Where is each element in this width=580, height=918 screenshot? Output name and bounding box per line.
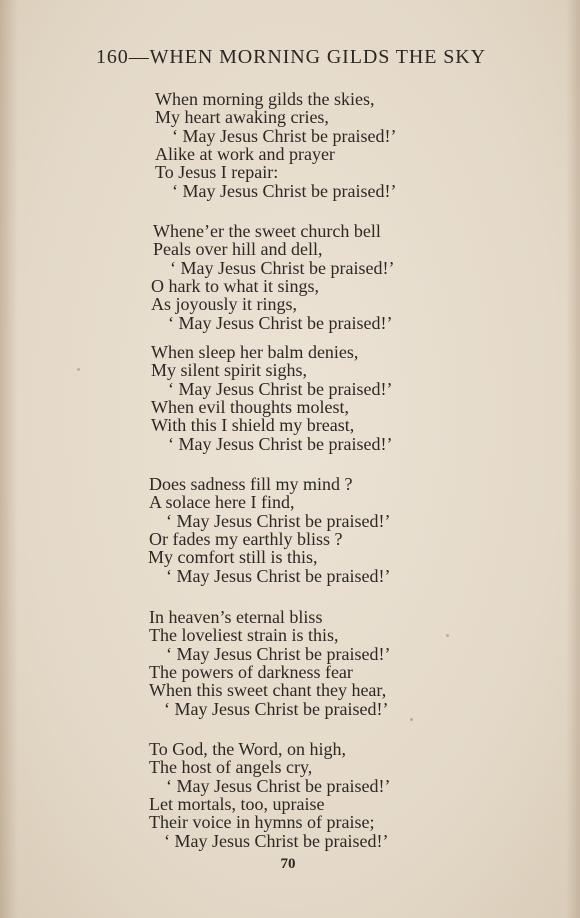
verse-refrain-line: ‘ May Jesus Christ be praised!’	[166, 776, 391, 796]
verse-line: When morning gilds the skies,	[155, 89, 375, 109]
verse-line: O hark to what it sings,	[151, 276, 319, 296]
verse-line: When this sweet chant they hear,	[149, 680, 387, 700]
verse-line: To God, the Word, on high,	[149, 739, 346, 759]
verse-refrain-line: ‘ May Jesus Christ be praised!’	[172, 181, 397, 201]
verse-line: When evil thoughts molest,	[151, 397, 349, 417]
page-edge-shadow-right	[566, 0, 580, 918]
verse-line: Does sadness fill my mind ?	[149, 474, 353, 494]
verse-refrain-line: ‘ May Jesus Christ be praised!’	[168, 313, 393, 333]
verse-refrain-line: ‘ May Jesus Christ be praised!’	[166, 644, 391, 664]
verse-refrain-line: ‘ May Jesus Christ be praised!’	[168, 379, 393, 399]
paper-speck	[77, 368, 80, 371]
verse-refrain-line: ‘ May Jesus Christ be praised!’	[164, 831, 389, 851]
verse-refrain-line: ‘ May Jesus Christ be praised!’	[172, 126, 397, 146]
verse-line: In heaven’s eternal bliss	[149, 607, 323, 627]
verse-line: The loveliest strain is this,	[149, 625, 339, 645]
verse-line: The powers of darkness fear	[149, 662, 353, 682]
verse-refrain-line: ‘ May Jesus Christ be praised!’	[170, 258, 395, 278]
verse-line: My silent spirit sighs,	[151, 360, 308, 380]
verse-line: Or fades my earthly bliss ?	[149, 529, 343, 549]
verse-refrain-line: ‘ May Jesus Christ be praised!’	[168, 434, 393, 454]
verse-refrain-line: ‘ May Jesus Christ be praised!’	[166, 566, 391, 586]
verse-line: My heart awaking cries,	[155, 107, 329, 127]
verse-refrain-line: ‘ May Jesus Christ be praised!’	[164, 699, 389, 719]
verse-line: A solace here I find,	[149, 492, 295, 512]
hymn-title: 160—WHEN MORNING GILDS THE SKY	[96, 46, 486, 68]
verse-refrain-line: ‘ May Jesus Christ be praised!’	[166, 511, 391, 531]
verse-line: Let mortals, too, upraise	[149, 794, 325, 814]
verse-line: With this I shield my breast,	[151, 415, 355, 435]
verse-line: Whene’er the sweet church bell	[153, 221, 381, 241]
paper-speck	[446, 634, 449, 637]
verse-line: As joyously it rings,	[151, 294, 298, 314]
verse-line: My comfort still is this,	[148, 547, 318, 567]
verse-line: When sleep her balm denies,	[151, 342, 359, 362]
verse-line: Their voice in hymns of praise;	[149, 812, 375, 832]
verse-line: Alike at work and prayer	[155, 144, 335, 164]
paper-speck	[410, 718, 413, 721]
page-number: 70	[280, 856, 296, 872]
page-edge-shadow-left	[0, 0, 18, 918]
verse-line: To Jesus I repair:	[155, 162, 279, 182]
verse-line: The host of angels cry,	[149, 757, 313, 777]
verse-line: Peals over hill and dell,	[153, 239, 323, 259]
